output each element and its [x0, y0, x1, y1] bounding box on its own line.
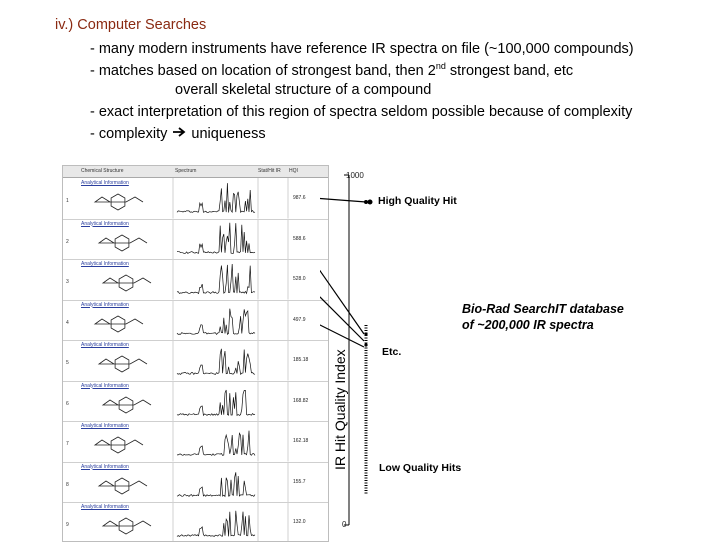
hit-row[interactable]: [63, 340, 328, 382]
analytical-info-link[interactable]: Analytical Information: [81, 180, 129, 186]
quality-axis-label: IR Hit Quality Index: [332, 349, 348, 470]
hit-score: 987.6: [293, 195, 306, 201]
analytical-info-link[interactable]: Analytical Information: [81, 504, 129, 510]
analytical-info-link[interactable]: Analytical Information: [81, 382, 129, 389]
right-arrow-icon: [171, 126, 187, 138]
ir-spectrum-trace: [177, 264, 255, 294]
bullet-matches-continued: overall skeletal structure of a compound: [175, 82, 432, 98]
hit-index: 8: [66, 481, 69, 488]
ir-spectrum-trace: [177, 183, 255, 212]
search-results-figure: [62, 165, 329, 542]
bullet-matches: [90, 62, 573, 80]
database-note-line2: of ~200,000 IR spectra: [462, 318, 594, 332]
hit-row[interactable]: [63, 219, 328, 261]
connector-hit-3: [320, 277, 364, 341]
hit-index: 5: [66, 360, 69, 366]
hit-index: 9: [66, 522, 69, 528]
ir-spectrum-trace: [177, 431, 255, 456]
hit-row[interactable]: [63, 421, 328, 463]
callout-low-quality: Low Quality Hits: [379, 462, 462, 474]
axis-bottom-tick-label: 0: [342, 520, 347, 529]
hit-score: 168.82: [293, 397, 309, 404]
hit-row[interactable]: [63, 462, 328, 504]
structure-bonds: [99, 481, 147, 486]
ir-spectrum-trace: [177, 472, 255, 496]
hit-score: 497.9: [293, 316, 306, 323]
mid-score-marker: [364, 332, 367, 335]
ir-spectrum-trace: [177, 349, 255, 375]
header-spectrum: Spectrum: [175, 168, 197, 174]
hit-index: 4: [66, 319, 69, 326]
bullet-interpretation: - exact interpretation of this region of spectra seldom possible because of complexity: [90, 104, 633, 120]
database-note-line1: Bio-Rad SearchIT database: [462, 302, 624, 316]
structure-bonds: [95, 197, 143, 202]
results-header: [63, 166, 328, 178]
connector-hit-2: [320, 242, 364, 334]
analytical-info-link[interactable]: Analytical Information: [81, 261, 129, 267]
hit-row[interactable]: [63, 502, 328, 542]
mid-score-marker: [364, 343, 367, 346]
structure-bonds: [95, 440, 143, 445]
hit-row[interactable]: [63, 178, 328, 220]
bullet-matches-superscript: nd: [435, 61, 446, 72]
analytical-info-link[interactable]: Analytical Information: [81, 342, 129, 348]
axis-top-tick-label: 1000: [346, 171, 364, 180]
hit-index: 1: [66, 198, 69, 204]
hit-score: 588.6: [293, 235, 306, 242]
header-structure: Chemical Structure: [81, 168, 124, 174]
analytical-info-link[interactable]: Analytical Information: [81, 463, 129, 470]
hit-score: 162.18: [293, 438, 309, 444]
hit-row[interactable]: [63, 259, 328, 301]
database-note: [462, 301, 624, 333]
ir-spectrum-trace: [177, 308, 255, 334]
analytical-info-link[interactable]: Analytical Information: [81, 423, 129, 429]
ir-spectrum-trace: [177, 390, 255, 415]
callout-high-quality: High Quality Hit: [378, 195, 457, 207]
analytical-info-link[interactable]: Analytical Information: [81, 220, 129, 227]
hit-row[interactable]: [63, 381, 328, 423]
bullet-complexity-result: uniqueness: [191, 126, 266, 142]
callout-etc: Etc.: [382, 346, 402, 358]
ir-spectrum-trace: [177, 222, 255, 253]
hit-index: 3: [66, 279, 69, 285]
hit-score: 132.0: [293, 519, 306, 525]
hit-index: 2: [66, 238, 69, 245]
structure-bonds: [103, 278, 151, 283]
structure-bonds: [99, 238, 147, 243]
structure-bonds: [103, 521, 151, 526]
hit-score: 185.18: [293, 357, 309, 363]
hit-row[interactable]: [63, 300, 328, 342]
bullet-matches-text-end: strongest band, etc: [445, 63, 574, 79]
bullet-instruments: - many modern instruments have reference IR spectra on file (~100,000 compounds): [90, 41, 634, 57]
high-hit-bullet-icon: [360, 195, 380, 209]
structure-bonds: [95, 319, 143, 324]
header-stat: Stat/Hit IR: [258, 168, 281, 174]
bullet-matches-text: - matches based on location of strongest band, then 2: [90, 63, 436, 79]
analytical-info-link[interactable]: Analytical Information: [81, 301, 129, 308]
header-hqi: HQI: [289, 168, 298, 174]
ir-spectrum-trace: [177, 511, 255, 537]
slide-title: iv.) Computer Searches: [55, 17, 207, 33]
hit-index: 7: [66, 441, 69, 447]
structure-bonds: [103, 400, 151, 405]
bullet-complexity: [90, 125, 266, 143]
hit-score: 528.0: [293, 276, 306, 282]
hit-score: 155.7: [293, 478, 306, 485]
structure-bonds: [99, 359, 147, 364]
bullet-complexity-text: - complexity: [90, 126, 168, 142]
hit-index: 6: [66, 400, 69, 407]
